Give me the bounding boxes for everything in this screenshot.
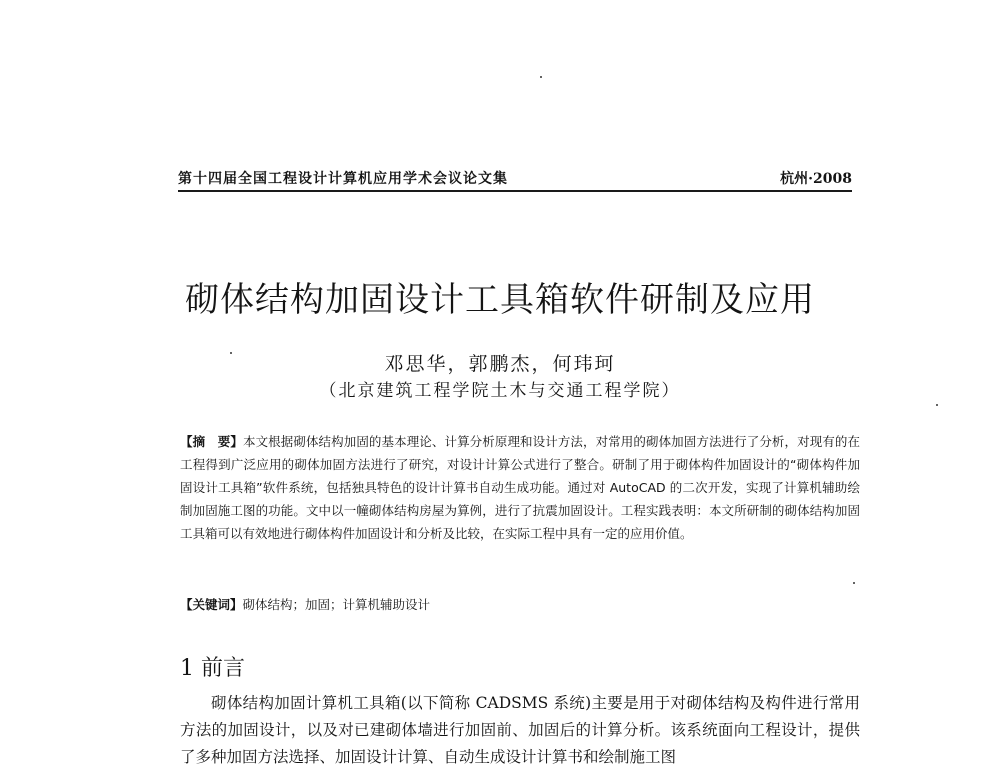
- section-body-intro: 砌体结构加固计算机工具箱(以下简称 CADSMS 系统)主要是用于对砌体结构及构件进行常用方法的加固设计，以及对已建砌体墙进行加固前、加固后的计算分析。该系统面向工程设计，提供了多种加固方法选择、加固设计计算、自动生成设计计算书和绘制施工图: [180, 694, 860, 766]
- paper-title: 砌体结构加固设计工具箱软件研制及应用: [185, 280, 815, 320]
- keywords: [180, 594, 860, 616]
- paper-authors: 邓思华，郭鹏杰，何玮珂: [384, 353, 616, 375]
- running-header: [178, 166, 852, 192]
- scan-speck: [540, 76, 542, 78]
- abstract: [180, 430, 860, 545]
- section-heading-intro: 1 前言: [180, 656, 245, 681]
- location-year: 杭州·2008: [780, 171, 852, 187]
- scan-speck: [936, 404, 938, 406]
- abstract-label: 【摘 要】: [180, 434, 243, 449]
- keywords-text: 砌体结构；加固；计算机辅助设计: [242, 597, 431, 612]
- abstract-text: 本文根据砌体结构加固的基本理论、计算分析原理和设计方法，对常用的砌体加固方法进行了分析，对现有的在工程得到广泛应用的砌体加固方法进行了研究，对设计计算公式进行了整合。研制了用于砌体构件加固设计的“砌体构件加固设计工具箱”软件系统，包括独具特色的设计计算书自动生成功能。通过对 AutoCAD 的二次开发，实现了计算机辅助绘制加固施工图的功能。文中以一幢砌体结构房屋为算例，进行了抗震加固设计。工程实践表明：本文所研制的砌体结构加固工具箱可以有效地进行砌体构件加固设计和分析及比较，在实际工程中具有一定的应用价值。: [180, 434, 860, 541]
- keywords-label: 【关键词】: [180, 597, 243, 612]
- author-affiliation: （北京建筑工程学院土木与交通工程学院）: [319, 381, 681, 401]
- scan-speck: [853, 582, 855, 584]
- proceedings-title: 第十四届全国工程设计计算机应用学术会议论文集: [178, 171, 508, 187]
- scan-speck: [230, 352, 232, 354]
